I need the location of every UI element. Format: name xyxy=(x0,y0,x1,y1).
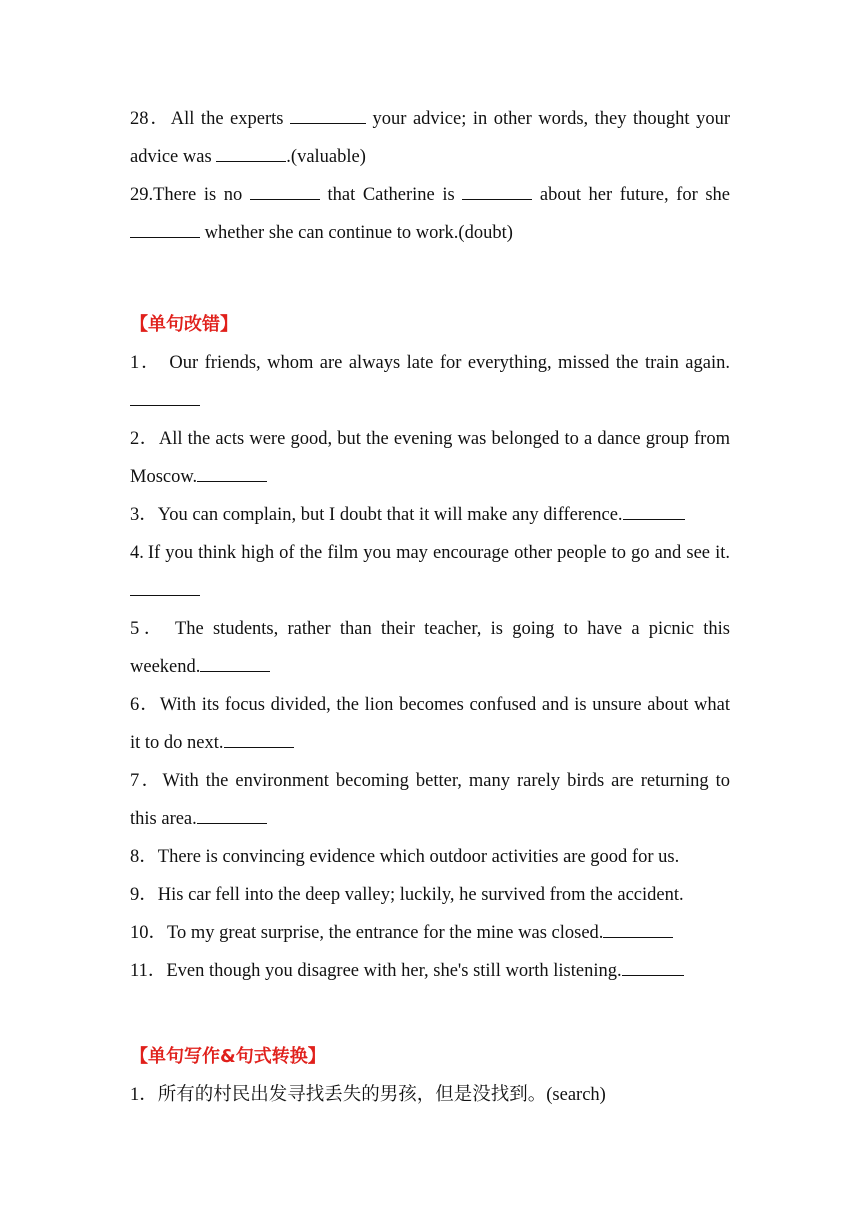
answer-blank[interactable] xyxy=(250,179,320,200)
correction-item-1: 1． Our friends, whom are always late for everything, missed the train again. xyxy=(130,344,730,420)
answer-blank[interactable] xyxy=(197,461,267,482)
spacer xyxy=(130,252,730,306)
item-number: 7． xyxy=(130,771,163,791)
answer-blank[interactable] xyxy=(197,803,267,824)
correction-item-4: 4. If you think high of the film you may encourage other people to go and see it. xyxy=(130,534,730,610)
answer-blank[interactable] xyxy=(462,179,532,200)
correction-item-5: 5． The students, rather than their teacher, is going to have a picnic this weekend. xyxy=(130,619,730,677)
correction-item-9: 9．His car fell into the deep valley; luckily, he survived from the accident. xyxy=(130,885,684,905)
item-number: 10． xyxy=(130,923,168,943)
section-heading-correction: 【单句改错】 xyxy=(130,314,238,335)
worksheet-content xyxy=(130,100,730,1114)
section-heading-writing: 【单句写作&句式转换】 xyxy=(130,1046,326,1067)
item-number: 11． xyxy=(130,961,167,981)
question-29: 29.There is no that Catherine is about her future, for she whether she can continue to work.(doubt) xyxy=(130,176,730,252)
correction-item-3: 3．You can complain, but I doubt that it will make any difference. xyxy=(130,496,730,534)
spacer xyxy=(130,990,730,1038)
question-number: 29. xyxy=(130,185,154,205)
answer-blank[interactable] xyxy=(200,651,270,672)
item-number: 4. xyxy=(130,543,144,563)
question-number: 28． xyxy=(130,109,171,129)
answer-blank[interactable] xyxy=(130,385,200,406)
item-number: 1． xyxy=(130,1085,158,1105)
answer-blank[interactable] xyxy=(603,917,673,938)
correction-item-6: 6．With its focus divided, the lion becomes confused and is unsure about what it to do next. xyxy=(130,695,730,753)
item-number: 2． xyxy=(130,429,159,449)
item-number: 1． xyxy=(130,353,162,373)
question-28: 28．All the experts your advice; in other words, they thought your advice was .(valuable) xyxy=(130,100,730,176)
answer-blank[interactable] xyxy=(130,217,200,238)
answer-blank[interactable] xyxy=(216,141,286,162)
answer-blank[interactable] xyxy=(622,955,684,976)
item-number: 8． xyxy=(130,847,158,867)
answer-blank[interactable] xyxy=(623,499,685,520)
item-number: 6． xyxy=(130,695,160,715)
answer-blank[interactable] xyxy=(224,727,294,748)
item-number: 5． xyxy=(130,619,167,639)
item-number: 3． xyxy=(130,505,158,525)
correction-item-8: 8．There is convincing evidence which outdoor activities are good for us. xyxy=(130,847,680,867)
answer-blank[interactable] xyxy=(130,575,200,596)
correction-item-7: 7．With the environment becoming better, many rarely birds are returning to this area. xyxy=(130,771,730,829)
writing-item-1: 1．所有的村民出发寻找丢失的男孩，但是没找到。(search) xyxy=(130,1085,606,1105)
answer-blank[interactable] xyxy=(290,103,366,124)
correction-item-11: 11．Even though you disagree with her, she's still worth listening. xyxy=(130,952,730,990)
correction-item-2: 2．All the acts were good, but the evening was belonged to a dance group from Moscow. xyxy=(130,429,730,487)
correction-item-10: 10．To my great surprise, the entrance for the mine was closed. xyxy=(130,914,730,952)
item-number: 9． xyxy=(130,885,158,905)
